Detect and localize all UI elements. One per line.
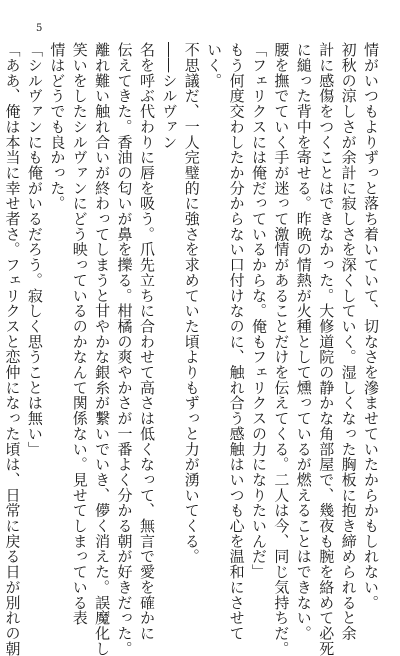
text-line: いく。 <box>205 42 224 89</box>
text-line: 伝えてきた。香油の匂いが鼻を擽る。柑橘の爽やかさが一番よく分かる朝が好きだった。 <box>115 42 134 656</box>
text-line: 不思議だ、一人完璧的に強さを求めていた頃よりもずっと力が湧いてくる。 <box>182 42 201 564</box>
text-line: 名を呼ぶ代わりに唇を吸う。爪先立ちに合わせて高さは低くなって、無言で愛を確かに <box>137 42 156 641</box>
text-line: に縋った背中を寄せる。昨晩の情熱が火種として燻っているが燃えることはできない。 <box>294 42 313 641</box>
page-number: 5 <box>36 23 43 34</box>
text-line: 離れ難い触れ合いが終わってしまうと甘やかな銀糸が繋いでいき、儚く消えた。誤魔化し <box>93 42 112 656</box>
text-line: 初秋の涼しさが余計に寂しさを深くしていく。湿しくなった胸板に抱き締められると余 <box>339 42 358 641</box>
text-line: ――シルヴァン <box>160 42 179 150</box>
dialogue-line: 「フェリクスには俺だっているからな。俺もフェリクスの力になりたいんだ」 <box>249 42 268 580</box>
dialogue-line: 「ああ、俺は本当に幸せ者さ。フェリクスと恋仲になった頃は、日常に戻る日が別れの朝 <box>3 42 22 656</box>
text-line: もう何度交わしたか分からない口付けなのに、触れ合う感触はいつも心を温和にさせて <box>227 42 246 641</box>
novel-text-column <box>3 42 382 656</box>
text-line: 腰を撫でていく手が迷って激情があることだけを伝えてくる。二人は今、同じ気持ちだ。 <box>272 42 291 656</box>
text-line: 笑いをしたシルヴァンにどう映っているのかなんて関係ない。見せてしまっている表 <box>70 42 89 626</box>
text-line: 情がいつもよりずっと落ち着いていて、切なさを滲ませていたからかもしれない。 <box>362 42 380 610</box>
dialogue-line: 「シルヴァンにも俺がいるだろう。寂しく思うことは無い」 <box>25 42 44 457</box>
text-line: 情はどうでも良かった。 <box>48 42 67 211</box>
text-line: 計に感傷をつくことはできなかった。大修道院の静かな角部屋で、幾夜も腕を絡めて必死 <box>317 42 336 656</box>
